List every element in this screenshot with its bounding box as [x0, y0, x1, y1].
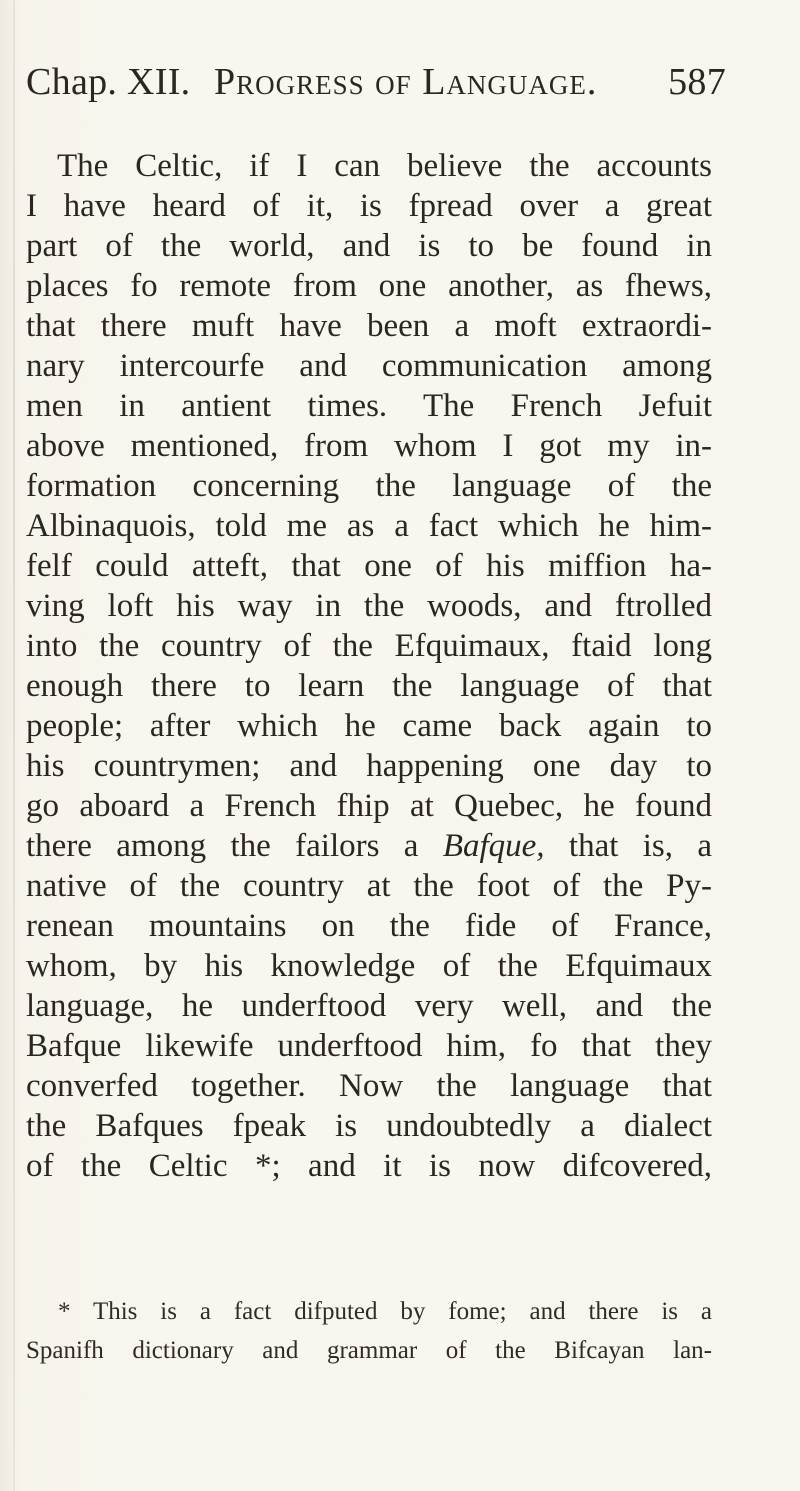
text-line: Albinaquois, told me as a fact which he him- — [26, 508, 712, 544]
text-line: people; after which he came back again to — [26, 708, 712, 744]
text-line: enough there to learn the language of that — [26, 668, 712, 704]
text-line: his countrymen; and happening one day to — [26, 748, 712, 784]
text-line: whom, by his knowledge of the Efquimaux — [26, 948, 712, 984]
text-line: ving loft his way in the woods, and ftrolled — [26, 588, 712, 624]
text-line: formation concerning the language of the — [26, 468, 712, 504]
text-line: the Bafques fpeak is undoubtedly a dialect — [26, 1108, 712, 1144]
text-line: of the Celtic *; and it is now difcovered, — [26, 1148, 712, 1184]
text-line: felf could atteft, that one of his miffion ha- — [26, 548, 712, 584]
text-line-with-italic — [26, 826, 712, 866]
footnote-line: Spanifh dictionary and grammar of the Bifcayan lan- — [26, 1337, 712, 1364]
footnote-line: * This is a fact difputed by fome; and there is a — [58, 1298, 712, 1325]
text-segment: that is, a — [568, 828, 713, 864]
text-line: that there muft have been a moft extraordi- — [26, 308, 712, 344]
text-line: go aboard a French fhip at Quebec, he found — [26, 788, 712, 824]
text-line: converfed together. Now the language that — [26, 1068, 712, 1104]
text-line: Bafque likewife underftood him, fo that they — [26, 1028, 712, 1064]
text-line: men in antient times. The French Jefuit — [26, 388, 712, 424]
text-line: I have heard of it, is fpread over a great — [26, 188, 712, 224]
italic-term: Bafque, — [442, 828, 545, 864]
text-line: native of the country at the foot of the Py- — [26, 868, 712, 904]
text-line: renean mountains on the fide of France, — [26, 908, 712, 944]
text-segment: there among the failors a — [26, 828, 419, 864]
running-title: Progress of Language. — [214, 61, 598, 103]
page-gutter — [13, 0, 15, 1491]
running-header — [26, 60, 726, 120]
text-line: language, he underftood very well, and the — [26, 988, 712, 1024]
chapter-label: Chap. XII. — [26, 61, 191, 103]
text-line: above mentioned, from whom I got my in- — [26, 428, 712, 464]
text-line: The Celtic, if I can believe the accounts — [57, 148, 712, 184]
page-number: 587 — [668, 61, 726, 103]
text-line: nary intercourfe and communication among — [26, 348, 712, 384]
text-line: part of the world, and is to be found in — [26, 228, 712, 264]
text-line: places fo remote from one another, as fhews, — [26, 268, 712, 304]
text-line: into the country of the Efquimaux, ftaid long — [26, 628, 712, 664]
